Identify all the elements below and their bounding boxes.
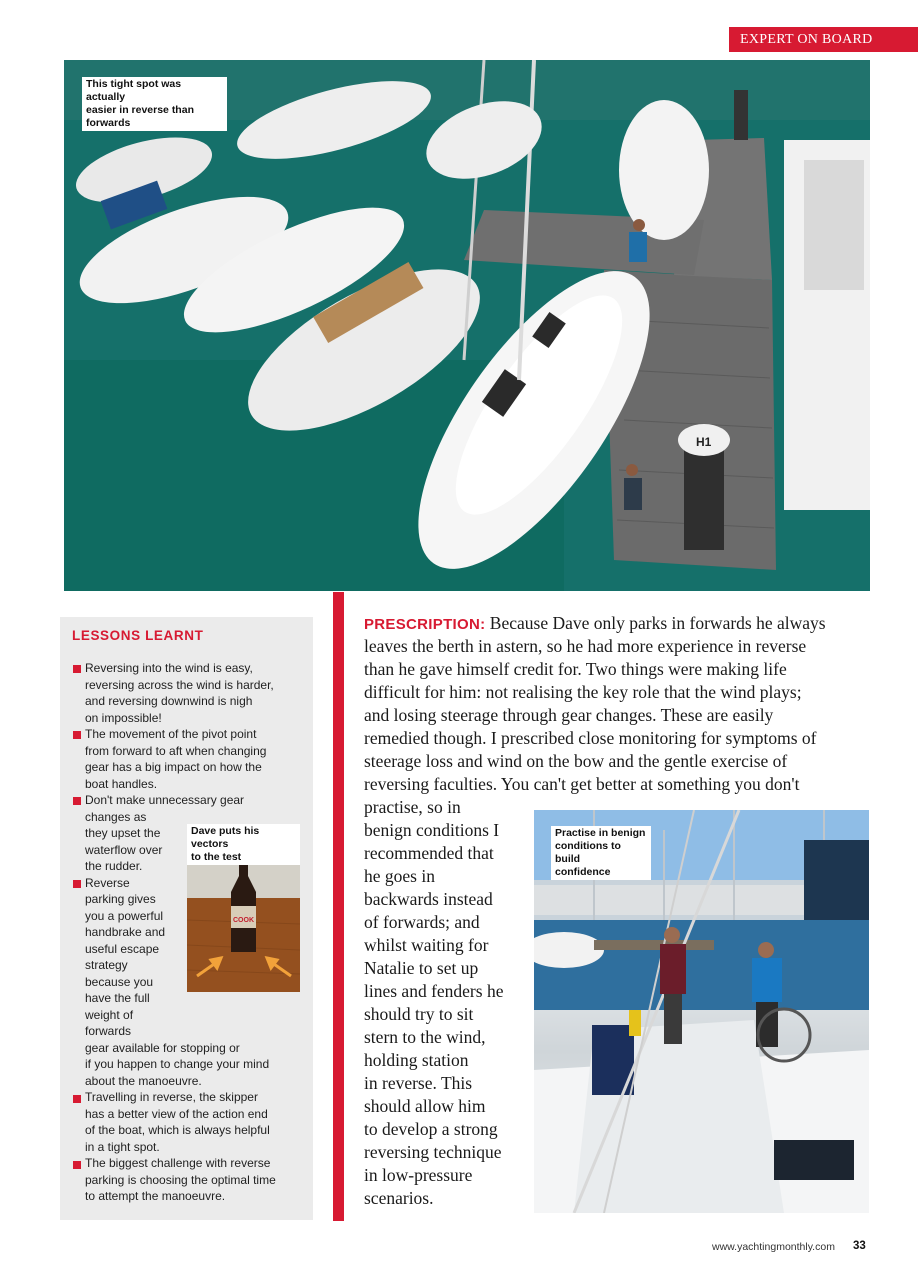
article-line: steerage loss and wind on the bow and the gentle exercise of: [364, 751, 788, 771]
sidebar-line: Reverse: [85, 875, 130, 890]
sidebar-line: have the full: [85, 991, 150, 1005]
sidebar-line: because you: [85, 974, 154, 989]
sidebar-line: in a tight spot.: [85, 1139, 160, 1154]
pontoon-post-label: H1: [696, 435, 712, 449]
sidebar-line: parking gives: [85, 892, 156, 906]
article-line: leaves the berth in astern, so he had more experience in reverse: [364, 636, 807, 656]
sidebar-line: parking is choosing the optimal time: [85, 1172, 276, 1187]
bullet-icon: [73, 665, 81, 673]
sidebar-line: the rudder.: [85, 859, 143, 873]
article-line: in low-pressure: [364, 1165, 473, 1185]
article-line: and losing steerage through gear changes. These are easily: [364, 705, 774, 725]
article-line: PRESCRIPTION: Because Dave only parks in forwards he always: [364, 613, 826, 633]
article-line: practise, so in: [364, 797, 461, 817]
sidebar-line: Travelling in reverse, the skipper: [85, 1090, 258, 1104]
sidebar-line: boat handles.: [85, 776, 158, 791]
sidebar-line: to attempt the manoeuvre.: [85, 1189, 226, 1203]
sidebar-line: and reversing downwind is nigh: [85, 694, 253, 708]
sidebar-line: The biggest challenge with reverse: [85, 1156, 271, 1170]
prescription-label: PRESCRIPTION:: [364, 616, 486, 633]
sidebar-line: of the boat, which is always helpful: [85, 1123, 270, 1137]
sidebar-line: gear has a big impact on how the: [85, 760, 262, 774]
article-line: reversing faculties. You can't get better at something you don't: [364, 774, 800, 794]
sidebar-line: from forward to aft when changing: [85, 743, 267, 758]
article-line: should allow him: [364, 1096, 486, 1116]
sidebar-title: LESSONS LEARNT: [72, 628, 204, 643]
sidebar-line: handbrake and: [85, 925, 166, 939]
bullet-icon: [73, 1161, 81, 1169]
article-line: he goes in: [364, 866, 435, 886]
article-line: lines and fenders he: [364, 981, 504, 1001]
section-tag: EXPERT ON BOARD: [729, 27, 918, 52]
sidebar-line: reversing across the wind is harder,: [85, 677, 274, 692]
sidebar-line: they upset the: [85, 826, 161, 840]
article-line: in reverse. This: [364, 1073, 473, 1093]
page-number: 33: [853, 1240, 866, 1252]
sidebar-line: Don't make unnecessary gear: [85, 793, 245, 807]
sidebar-line: has a better view of the action end: [85, 1106, 268, 1121]
sidebar-line: useful escape: [85, 941, 160, 956]
sidebar-line: changes as: [85, 809, 147, 824]
article-line: holding station: [364, 1050, 469, 1070]
marina-photo-caption: Practise in benign conditions to build confidence: [551, 826, 651, 880]
footer-url: www.yachtingmonthly.com: [712, 1241, 835, 1253]
article-line: reversing technique: [364, 1142, 502, 1162]
bullet-icon: [73, 731, 81, 739]
sidebar-line: you a powerful: [85, 908, 164, 923]
article-line: difficult for him: not realising the key role that the wind plays;: [364, 682, 802, 702]
article-line: backwards instead: [364, 889, 493, 909]
sidebar-line: The movement of the pivot point: [85, 727, 257, 741]
sidebar-line: on impossible!: [85, 710, 162, 725]
article-line: than he gave himself credit for. Two things were making life: [364, 659, 787, 679]
article-line: Natalie to set up: [364, 958, 479, 978]
article-line: recommended that: [364, 843, 494, 863]
bullet-icon: [73, 797, 81, 805]
article-line: of forwards; and: [364, 912, 480, 932]
column-rule: [333, 592, 344, 1221]
bottle-label-text: COOK: [233, 917, 254, 924]
sidebar-line: about the manoeuvre.: [85, 1073, 202, 1088]
article-line: scenarios.: [364, 1188, 434, 1208]
main-photo: [64, 60, 870, 591]
sidebar-line: weight of: [85, 1007, 134, 1022]
article-line: should try to sit: [364, 1004, 474, 1024]
bottle-photo-caption: Dave puts his vectors to the test: [187, 824, 300, 865]
bullet-icon: [73, 1095, 81, 1103]
article-line: to develop a strong: [364, 1119, 498, 1139]
article-line: benign conditions I: [364, 820, 500, 840]
sidebar-line: strategy: [85, 958, 128, 972]
sidebar-line: forwards: [85, 1024, 132, 1038]
sidebar-line: Reversing into the wind is easy,: [85, 661, 253, 675]
sidebar-line: waterflow over: [85, 842, 163, 857]
main-photo-caption: This tight spot was actually easier in reverse than forwards: [82, 77, 227, 131]
sidebar-line: gear available for stopping or: [85, 1040, 240, 1055]
article-line: stern to the wind,: [364, 1027, 486, 1047]
bullet-icon: [73, 880, 81, 888]
article-line: whilst waiting for: [364, 935, 489, 955]
sidebar-line: if you happen to change your mind: [85, 1057, 270, 1071]
article-line: remedied though. I prescribed close monitoring for symptoms of: [364, 728, 817, 748]
